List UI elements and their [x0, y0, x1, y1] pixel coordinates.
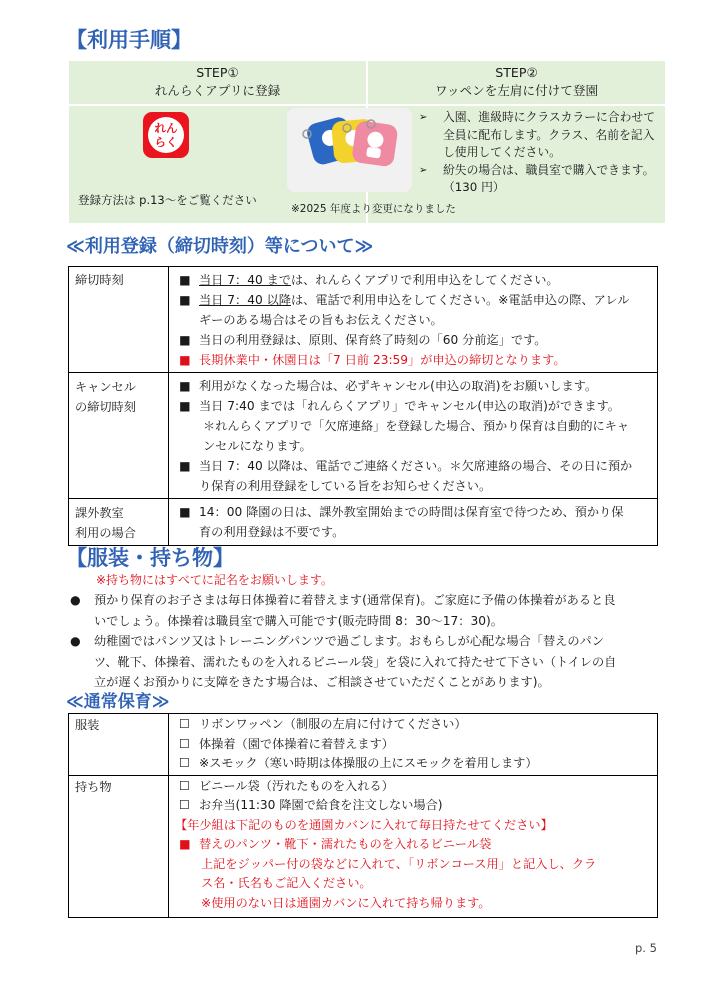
deadline-item-1-text: は、れんらくアプリで利用申込をしてください。: [290, 273, 559, 287]
step2-header: [368, 61, 665, 104]
clothing-p2-line2: ツ、靴下、体操着、濡れたものを入れるビニール袋」を袋に入れて持たせて下さい（トイレの自: [94, 654, 617, 669]
young-item-line1: 上記をジッパー付の袋などに入れて、「リボンコース用」と記入し、クラ: [201, 856, 597, 871]
deadline-label: 締切時刻: [75, 273, 124, 287]
deadline-item-2-underlined: 当日 7：40 以降: [199, 293, 291, 307]
arrow-icon: ➢: [419, 112, 428, 123]
deadline-item-1-underlined: 当日 7：40 まで: [199, 273, 291, 287]
dot-bullet-icon: ●: [70, 634, 81, 648]
cancel-item-1-text: 利用がなくなった場合は、必ずキャンセル(申込の取消)をお願いします。: [199, 379, 598, 393]
step2-bullet2-line2: （130 円）: [443, 180, 505, 194]
young-class-note: 【年少組は下記のものを通園カバンに入れて毎日持たせてください】: [175, 817, 553, 832]
extra-label-2: 利用の場合: [75, 526, 136, 540]
clothing-p2-line3: 立が遅くお預かりに支障をきたす場合は、ご相談させていただくことがあります)。: [94, 675, 550, 689]
deadline-item-2-text: は、電話で利用申込をしてください。※電話申込の際、アレル: [290, 293, 630, 307]
cancel-item-1: [175, 376, 651, 396]
belongings-item-1: [175, 777, 651, 797]
step2-bullet-1: [417, 109, 662, 162]
young-item-line2: ス名・氏名もご記入ください。: [201, 876, 372, 890]
app-icon-text-top: れん: [154, 121, 178, 135]
belongings-item-1-text: ビニール袋（汚れたものを入れる）: [199, 778, 394, 793]
clothing-note: ※持ち物にはすべてに記名をお願いします。: [96, 573, 333, 587]
clothes-label: 服装: [75, 718, 100, 732]
section-title-registration: ≪利用登録（締切時刻）等について≫: [66, 236, 374, 257]
step2-title: ワッペンを左肩に付けて登園: [434, 83, 599, 98]
clothing-paragraphs: [68, 590, 664, 693]
clothing-paragraph-1: [68, 590, 664, 631]
clothing-p1-line2: いでしょう。体操着は職員室で購入可能です(販売時間 8：30～17：30)。: [94, 613, 503, 628]
checkbox-icon: ☐: [179, 798, 190, 812]
renraku-app-icon: [143, 112, 189, 158]
table-row-belongings: [69, 775, 658, 918]
table-row-deadline: [69, 267, 658, 373]
step2-bullets: [417, 109, 662, 197]
step1-note: 登録方法は p.13～をご覧ください: [78, 193, 257, 207]
clothing-paragraph-2: [68, 631, 664, 693]
extra-item-1: [175, 502, 651, 522]
square-bullet-icon: ■: [179, 273, 191, 287]
deadline-item-2: [175, 290, 651, 310]
cancel-item-2-cont2: ンセルになります。: [203, 439, 312, 453]
step2-bullet1-line2: 全員に配布します。クラス、名前を記入: [443, 127, 655, 142]
page-number: p. 5: [635, 941, 657, 955]
step1-header: [69, 61, 366, 104]
extra-item-1-cont: 育の利用登録は不要です。: [199, 525, 345, 539]
square-bullet-icon: ■: [179, 379, 191, 393]
square-bullet-icon: ■: [179, 837, 191, 851]
checkbox-icon: ☐: [179, 736, 190, 751]
registration-table: [68, 266, 658, 546]
young-item: [175, 835, 651, 855]
clothes-item-2-text: 体操着（園で体操着に着替えます）: [199, 736, 394, 751]
deadline-item-1: [175, 270, 651, 290]
cancel-item-2-cont1: ＊れんらくアプリで「欠席連絡」を登録した場合、預かり保育は自動的にキャ: [203, 419, 630, 433]
cancel-label-2: の締切時刻: [75, 400, 136, 414]
clothing-p2-line1: 幼稚園ではパンツ又はトレーニングパンツで過ごします。おもらしが心配な場合「替えのパン: [94, 634, 604, 648]
clothes-item-3-text: ※スモック（寒い時期は体操服の上にスモックを着用します）: [199, 756, 538, 770]
square-bullet-icon: ■: [179, 293, 191, 307]
young-item-text: 替えのパンツ・靴下・濡れたものを入れるビニール袋: [199, 837, 492, 851]
young-item-line3: ※使用のない日は通園カバンに入れて持ち帰ります。: [201, 895, 491, 910]
step2-note: ※2025 年度より変更になりました: [291, 203, 456, 215]
step2-bullet-2: [417, 162, 662, 197]
section-title-regular-care: ≪通常保育≫: [66, 692, 170, 712]
regular-care-table: [68, 713, 658, 918]
step2-bullet2-line1: 紛失の場合は、職員室で購入できます。: [443, 162, 655, 177]
section-title-clothing: 【服装・持ち物】: [66, 546, 234, 570]
deadline-item-4: [175, 350, 651, 370]
deadline-item-4-text: 長期休業中・休園日は「7 日前 23:59」が申込の締切となります。: [199, 353, 566, 367]
app-icon-text-bottom: らく: [154, 135, 178, 149]
deadline-item-2-cont: ギーのある場合はその旨もお伝えください。: [199, 313, 443, 327]
deadline-item-3: [175, 330, 651, 350]
step2-label: STEP②: [495, 65, 538, 80]
square-bullet-icon: ■: [179, 505, 191, 519]
extra-item-1-text: 14：00 降園の日は、課外教室開始までの時間は保育室で待つため、預かり保: [199, 505, 624, 519]
clothes-item-1-text: リボンワッペン（制服の左肩に付けてください）: [199, 717, 467, 731]
square-bullet-icon: ■: [179, 333, 191, 347]
step1-title: れんらくアプリに登録: [154, 83, 281, 98]
clothes-item-1: [175, 715, 651, 735]
dot-bullet-icon: ●: [70, 593, 81, 607]
extra-label-1: 課外教室: [75, 506, 124, 520]
belongings-label: 持ち物: [75, 779, 112, 794]
section-title-procedure: 【利用手順】: [66, 28, 192, 52]
clothing-p1-line1: 預かり保育のお子さまは毎日体操着に着替えます(通常保育)。ご家庭に予備の体操着があると良: [94, 593, 616, 607]
square-bullet-icon: ■: [179, 353, 191, 367]
checkbox-icon: ☐: [179, 756, 190, 770]
arrow-icon: ➢: [419, 164, 428, 176]
cancel-item-2: [175, 396, 651, 416]
clothes-item-3: [175, 754, 651, 774]
class-patches-image: [287, 108, 412, 192]
step2-bullet1-line3: し使用してください。: [443, 145, 561, 159]
square-bullet-icon: ■: [179, 399, 191, 413]
cancel-item-3-text: 当日 7：40 以降は、電話でご連絡ください。＊欠席連絡の場合、その日に預か: [199, 459, 633, 473]
cancel-label-1: キャンセル: [75, 380, 136, 394]
table-row-clothes: [69, 714, 658, 776]
cancel-item-3-cont: り保育の利用登録をしている旨をお知らせください。: [199, 479, 492, 493]
deadline-item-3-text: 当日の利用登録は、原則、保育終了時刻の「60 分前迄」です。: [199, 333, 547, 347]
clothes-item-2: [175, 735, 651, 755]
cancel-item-2-text: 当日 7:40 までは「れんらくアプリ」でキャンセル(申込の取消)ができます。: [199, 399, 620, 413]
square-bullet-icon: ■: [179, 459, 191, 473]
step2-bullet1-line1: 入園、進級時にクラスカラーに合わせて: [443, 110, 655, 124]
step1-label: STEP①: [196, 65, 239, 80]
belongings-item-2: [175, 796, 651, 816]
cancel-item-3: [175, 456, 651, 476]
checkbox-icon: ☐: [179, 778, 190, 793]
table-row-extracurricular: [69, 499, 658, 546]
belongings-item-2-text: お弁当(11:30 降園で給食を注文しない場合): [199, 798, 443, 812]
checkbox-icon: ☐: [179, 717, 190, 731]
table-row-cancel: [69, 373, 658, 499]
